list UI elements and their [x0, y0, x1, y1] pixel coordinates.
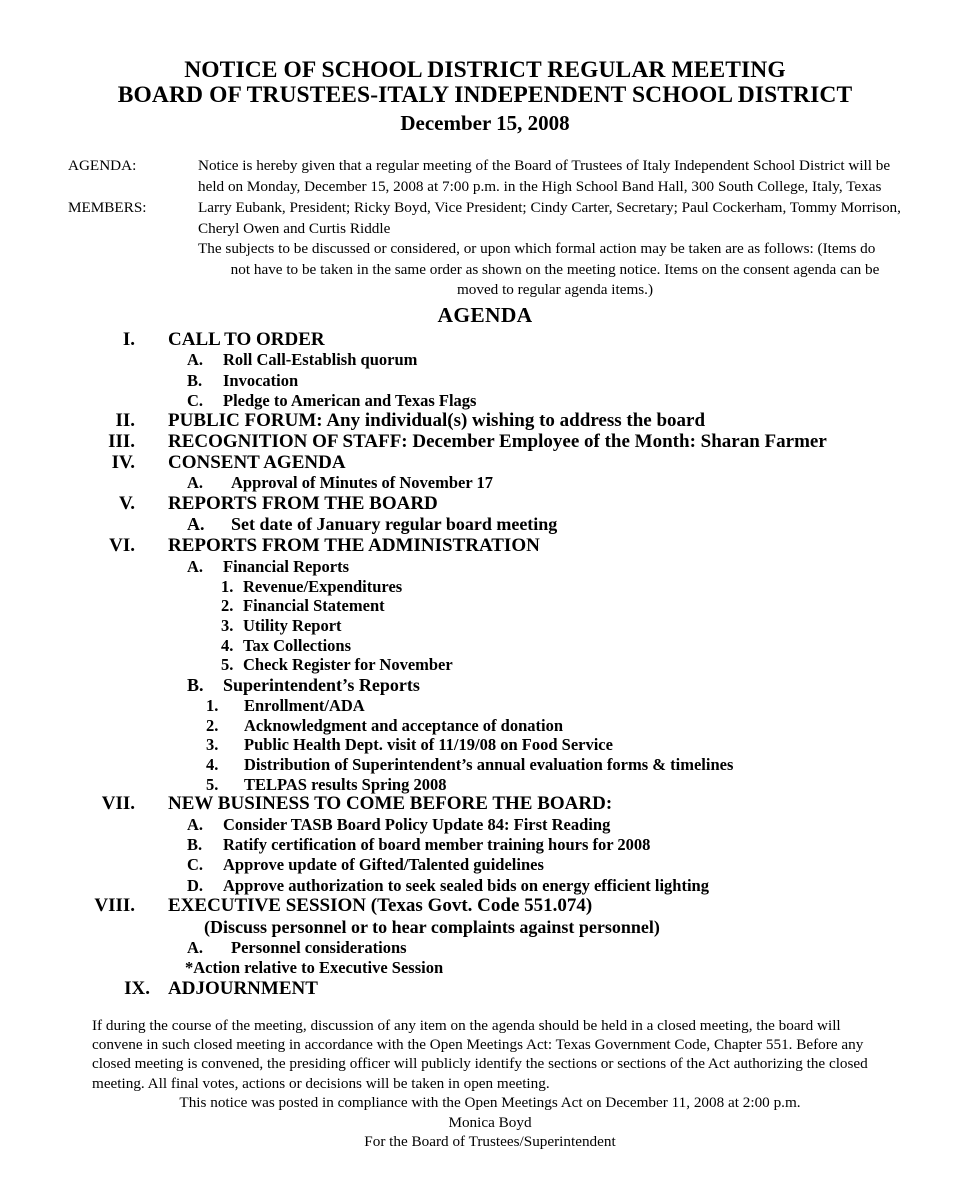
agenda-list	[0, 330, 970, 1000]
agenda-item-viii	[0, 896, 970, 917]
agenda-item-iv-marker: IV.	[111, 451, 135, 473]
agenda-item-vii-title: NEW BUSINESS TO COME BEFORE THE BOARD:	[168, 793, 613, 815]
agenda-item-vi-b-5	[0, 775, 970, 795]
agenda-item-vi-a-marker: A.	[187, 556, 204, 576]
agenda-item-vi-b-5-text: TELPAS results Spring 2008	[244, 774, 447, 794]
agenda-item-i-b-marker: B.	[187, 370, 203, 390]
agenda-item-vii	[0, 794, 970, 815]
agenda-item-vi-a-3-text: Utility Report	[243, 615, 342, 635]
agenda-item-vi-a-text: Financial Reports	[223, 556, 350, 576]
subjects-line-2: not have to be taken in the same order as shown on the meeting notice. Items on the consent agenda can be	[230, 260, 880, 278]
agenda-item-vi-b-2	[0, 716, 970, 736]
agenda-item-vii-b-text: Ratify certification of board member training hours for 2008	[223, 835, 651, 855]
agenda-item-vi-marker: VI.	[109, 534, 135, 556]
agenda-item-vi-b-5-marker: 5.	[206, 774, 219, 794]
agenda-item-vi-a-5	[0, 655, 970, 675]
agenda-item-i-a-text: Roll Call-Establish quorum	[223, 350, 418, 370]
agenda-item-vi-b-1	[0, 696, 970, 716]
agenda-item-iii	[0, 432, 970, 453]
agenda-item-vi-b-4-marker: 4.	[206, 755, 219, 775]
agenda-item-vi-a-3	[0, 616, 970, 636]
agenda-item-ii-marker: II.	[115, 409, 135, 431]
agenda-item-v-a-text: Set date of January regular board meeting	[231, 514, 558, 535]
agenda-item-iv-a-marker: A.	[187, 473, 204, 493]
agenda-item-vi-b-4-text: Distribution of Superintendent’s annual evaluation forms & timelines	[244, 755, 734, 775]
agenda-item-v	[0, 494, 970, 515]
notice-row-members	[68, 198, 912, 239]
agenda-item-vi-a-5-marker: 5.	[221, 655, 234, 675]
agenda-item-vii-c	[0, 855, 970, 875]
agenda-item-vi	[0, 536, 970, 557]
closed-meeting-disclaimer: If during the course of the meeting, discussion of any item on the agenda should be held in a closed meeting, the board will convene in such closed meeting in accordance with the Open Meetings Act: Texas Government Code, Chapter 551. Before any closed meeting is convened, the presiding officer will publicly identify the sections or sections of the Act authorizing the closed meeting. All final votes, actions or decisions will be taken in open meeting.	[92, 1016, 868, 1092]
agenda-item-vi-b-4	[0, 755, 970, 775]
agenda-item-vi-b-1-text: Enrollment/ADA	[244, 696, 365, 716]
agenda-item-ix-title: ADJOURNMENT	[168, 977, 318, 999]
agenda-item-vii-d-marker: D.	[187, 875, 204, 895]
agenda-item-viii-title: EXECUTIVE SESSION (Texas Govt. Code 551.074)	[168, 894, 593, 916]
agenda-item-i-a-marker: A.	[187, 350, 204, 370]
agenda-item-ii-title: PUBLIC FORUM: Any individual(s) wishing to address the board	[168, 409, 706, 431]
agenda-item-vi-a	[0, 557, 970, 577]
subjects-line-1: The subjects to be discussed or considered, or upon which formal action may be taken are as follows: (Items do	[198, 240, 876, 257]
agenda-item-iv-title: CONSENT AGENDA	[168, 451, 346, 473]
agenda-item-v-marker: V.	[118, 492, 135, 514]
agenda-item-vi-a-5-text: Check Register for November	[243, 655, 453, 675]
agenda-item-vi-b-text: Superintendent’s Reports	[223, 674, 420, 695]
agenda-item-vii-marker: VII.	[101, 793, 135, 815]
agenda-item-ii	[0, 411, 970, 432]
agenda-item-vii-c-marker: C.	[187, 855, 204, 875]
agenda-item-vi-b	[0, 675, 970, 697]
agenda-item-ix	[0, 979, 970, 1000]
agenda-item-i-title: CALL TO ORDER	[168, 328, 325, 350]
agenda-label: AGENDA:	[68, 157, 137, 174]
subjects-line-3: moved to regular agenda items.)	[456, 281, 654, 298]
agenda-section-heading: AGENDA	[437, 302, 533, 327]
agenda-item-ix-marker: IX.	[124, 977, 150, 999]
agenda-item-vi-b-2-text: Acknowledgment and acceptance of donation	[244, 715, 564, 735]
meeting-date: December 15, 2008	[400, 111, 570, 135]
agenda-item-viii-a	[0, 938, 970, 958]
agenda-item-iii-title: RECOGNITION OF STAFF: December Employee of the Month: Sharan Farmer	[168, 430, 827, 452]
agenda-item-vii-a	[0, 815, 970, 835]
agenda-item-i-a	[0, 350, 970, 370]
agenda-item-vi-title: REPORTS FROM THE ADMINISTRATION	[168, 534, 540, 556]
agenda-item-viii-action-note: *Action relative to Executive Session	[185, 958, 444, 978]
agenda-item-vi-b-3-text: Public Health Dept. visit of 11/19/08 on Food Service	[244, 735, 613, 755]
agenda-item-vii-d-text: Approve authorization to seek sealed bids on energy efficient lighting	[223, 875, 709, 895]
agenda-item-vii-b-marker: B.	[187, 835, 203, 855]
agenda-item-i-b	[0, 371, 970, 391]
agenda-item-v-a	[0, 514, 970, 536]
agenda-item-vi-b-2-marker: 2.	[206, 715, 219, 735]
agenda-item-vii-a-marker: A.	[187, 815, 204, 835]
posting-compliance-notice: This notice was posted in compliance with the Open Meetings Act on December 11, 2008 at 2:00 p.m.	[179, 1094, 801, 1112]
agenda-item-vi-b-3	[0, 735, 970, 755]
subjects-disclaimer	[68, 239, 912, 301]
agenda-item-vi-a-2-text: Financial Statement	[243, 596, 385, 616]
agenda-item-iv	[0, 453, 970, 474]
signer-name: Monica Boyd	[448, 1113, 532, 1131]
agenda-item-vi-a-3-marker: 3.	[221, 615, 234, 635]
agenda-item-vii-d	[0, 876, 970, 896]
agenda-item-iv-a	[0, 473, 970, 493]
members-label: MEMBERS:	[68, 199, 147, 216]
agenda-item-vi-a-1-text: Revenue/Expenditures	[243, 576, 403, 596]
agenda-item-i-c-marker: C.	[187, 390, 204, 410]
notice-row-agenda	[68, 156, 912, 197]
page-title-line-1: NOTICE OF SCHOOL DISTRICT REGULAR MEETING	[184, 57, 786, 83]
agenda-item-vi-b-marker: B.	[187, 674, 204, 695]
agenda-item-vii-c-text: Approve update of Gifted/Talented guidelines	[223, 855, 544, 875]
agenda-item-viii-a-marker: A.	[187, 938, 204, 958]
agenda-item-i-c	[0, 391, 970, 411]
signer-title: For the Board of Trustees/Superintendent	[364, 1133, 616, 1151]
agenda-item-vi-a-2-marker: 2.	[221, 596, 234, 616]
agenda-item-v-title: REPORTS FROM THE BOARD	[168, 492, 438, 514]
agenda-item-i-c-text: Pledge to American and Texas Flags	[223, 390, 477, 410]
agenda-item-vi-a-4	[0, 636, 970, 656]
agenda-item-vi-a-4-text: Tax Collections	[243, 635, 352, 655]
agenda-item-i-marker: I.	[122, 328, 135, 350]
page-title-line-2: BOARD OF TRUSTEES-ITALY INDEPENDENT SCHOOL DISTRICT	[117, 82, 853, 108]
agenda-item-viii-subtitle: (Discuss personnel or to hear complaints against personnel)	[204, 916, 660, 937]
document-footer	[0, 1016, 970, 1152]
agenda-item-vi-a-2	[0, 596, 970, 616]
agenda-item-v-a-marker: A.	[187, 514, 205, 535]
agenda-item-i	[0, 330, 970, 351]
agenda-item-vi-b-3-marker: 3.	[206, 735, 219, 755]
document-title-block	[0, 0, 970, 137]
agenda-item-vi-a-4-marker: 4.	[221, 635, 234, 655]
members-list-text: Larry Eubank, President; Ricky Boyd, Vice President; Cindy Carter, Secretary; Paul Cockerham, Tommy Morrison, Cheryl Owen and Curtis Riddle	[198, 199, 901, 237]
agenda-item-vii-b	[0, 835, 970, 855]
notice-header	[0, 156, 970, 301]
agenda-item-vi-a-1-marker: 1.	[221, 576, 234, 596]
agenda-notice-text: Notice is hereby given that a regular meeting of the Board of Trustees of Italy Independent School District will be held on Monday, December 15, 2008 at 7:00 p.m. in the High School Band Hall, 300 South College, Italy, Texas	[198, 157, 891, 195]
agenda-item-i-b-text: Invocation	[223, 370, 299, 390]
agenda-item-viii-marker: VIII.	[94, 894, 135, 916]
agenda-item-iv-a-text: Approval of Minutes of November 17	[231, 473, 494, 493]
agenda-item-vi-b-1-marker: 1.	[206, 696, 219, 716]
agenda-item-iii-marker: III.	[108, 430, 135, 452]
agenda-item-vii-a-text: Consider TASB Board Policy Update 84: First Reading	[223, 815, 611, 835]
agenda-item-vi-a-1	[0, 577, 970, 597]
agenda-item-viii-a-text: Personnel considerations	[231, 938, 407, 958]
